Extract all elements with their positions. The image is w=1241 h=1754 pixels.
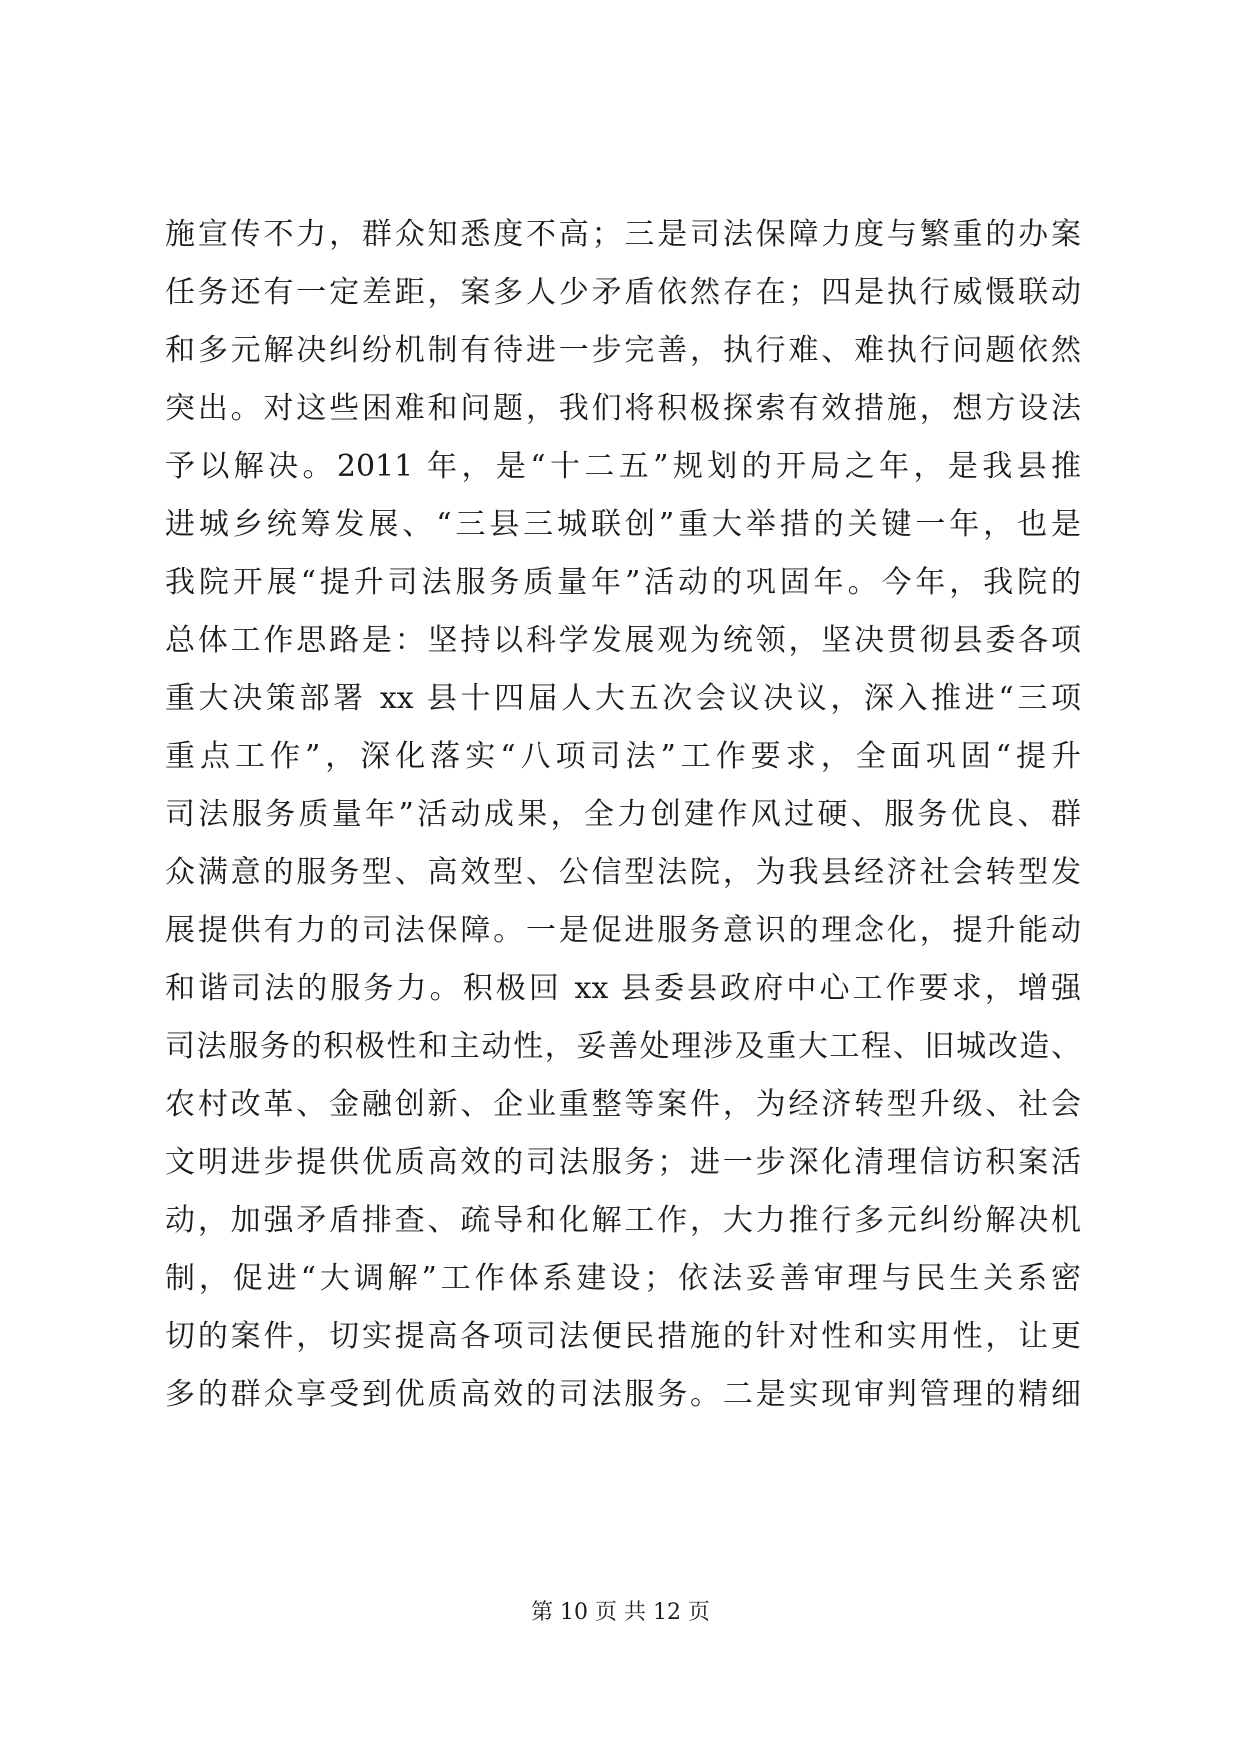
text-line: 施宣传不力，群众知悉度不高；三是司法保障力度与繁重的办案 bbox=[165, 217, 1081, 252]
page-footer: 第 10 页 共 12 页 bbox=[531, 1600, 710, 1625]
text-line: 予以解决。2011 年，是“十二五”规划的开局之年，是我县推 bbox=[165, 449, 1081, 484]
text-line: 任务还有一定差距，案多人少矛盾依然存在；四是执行威慑联动 bbox=[165, 275, 1081, 310]
text-line: 制，促进“大调解”工作体系建设；依法妥善审理与民生关系密 bbox=[165, 1261, 1081, 1296]
text-line: 总体工作思路是：坚持以科学发展观为统领，坚决贯彻县委各项 bbox=[165, 623, 1081, 658]
text-line: 动，加强矛盾排查、疏导和化解工作，大力推行多元纠纷解决机 bbox=[165, 1203, 1081, 1238]
text-line: 展提供有力的司法保障。一是促进服务意识的理念化，提升能动 bbox=[165, 913, 1081, 948]
text-line: 重大决策部署 xx 县十四届人大五次会议决议，深入推进“三项 bbox=[165, 681, 1081, 716]
text-line: 我院开展“提升司法服务质量年”活动的巩固年。今年，我院的 bbox=[165, 565, 1081, 600]
text-line: 文明进步提供优质高效的司法服务；进一步深化清理信访积案活 bbox=[165, 1145, 1081, 1180]
text-line: 多的群众享受到优质高效的司法服务。二是实现审判管理的精细 bbox=[165, 1377, 1081, 1412]
text-line: 农村改革、金融创新、企业重整等案件，为经济转型升级、社会 bbox=[165, 1087, 1081, 1122]
text-line: 和多元解决纠纷机制有待进一步完善，执行难、难执行问题依然 bbox=[165, 333, 1081, 368]
text-line: 突出。对这些困难和问题，我们将积极探索有效措施，想方设法 bbox=[165, 391, 1081, 426]
text-line: 司法服务质量年”活动成果，全力创建作风过硬、服务优良、群 bbox=[165, 797, 1081, 832]
text-line: 众满意的服务型、高效型、公信型法院，为我县经济社会转型发 bbox=[165, 855, 1081, 890]
text-line: 和谐司法的服务力。积极回 xx 县委县政府中心工作要求，增强 bbox=[165, 971, 1081, 1006]
text-line: 进城乡统筹发展、“三县三城联创”重大举措的关键一年，也是 bbox=[165, 507, 1081, 542]
body-text bbox=[165, 206, 1081, 1424]
text-line: 重点工作”，深化落实“八项司法”工作要求，全面巩固“提升 bbox=[165, 739, 1081, 774]
text-line: 切的案件，切实提高各项司法便民措施的针对性和实用性，让更 bbox=[165, 1319, 1081, 1354]
text-line: 司法服务的积极性和主动性，妥善处理涉及重大工程、旧城改造、 bbox=[165, 1029, 1081, 1064]
